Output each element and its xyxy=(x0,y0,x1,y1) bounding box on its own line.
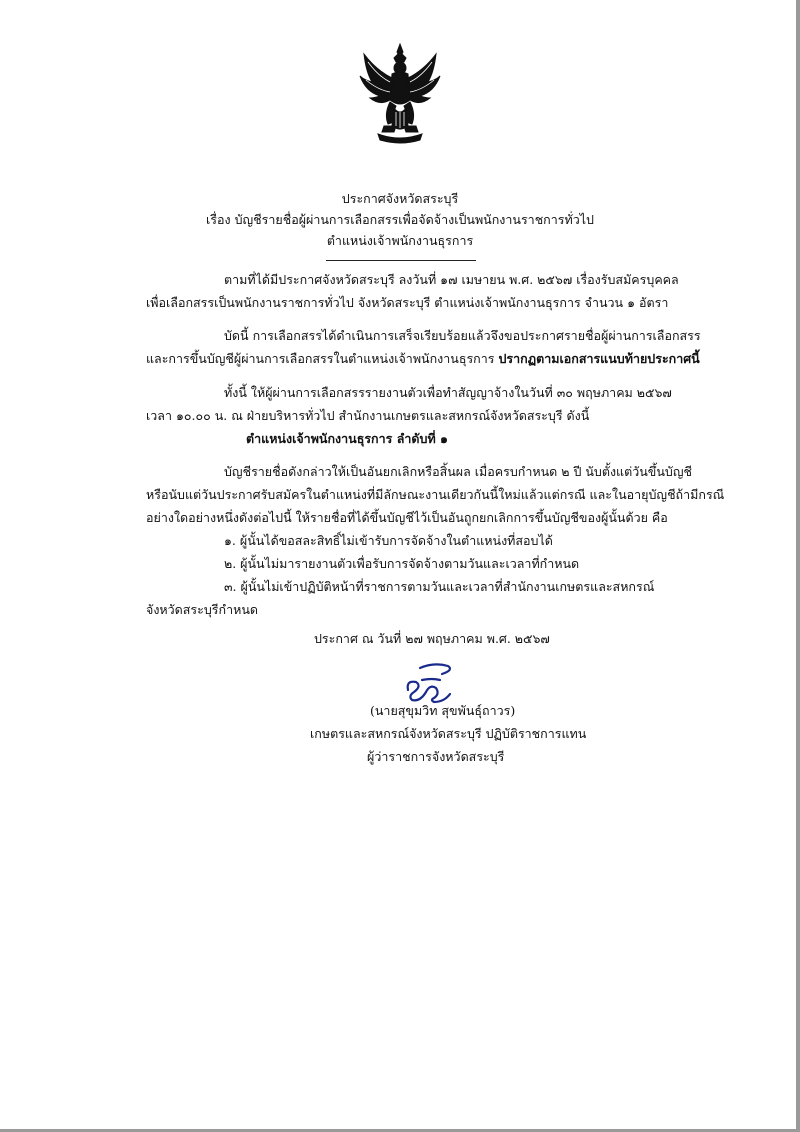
heading-divider xyxy=(326,260,476,261)
announcement-date: ประกาศ ณ วันที่ ๒๗ พฤษภาคม พ.ศ. ๒๕๖๗ xyxy=(314,631,550,646)
paragraph-3-line-1: ทั้งนี้ ให้ผู้ผ่านการเลือกสรรรายงานตัวเพื่อทำสัญญาจ้างในวันที่ ๓๐ พฤษภาคม ๒๕๖๗ xyxy=(224,385,672,400)
paragraph-1-line-2: เพื่อเลือกสรรเป็นพนักงานราชการทั่วไป จังหวัดสระบุรี ตำแหน่งเจ้าพนักงานธุรการ จำนวน ๑ อัตรา xyxy=(146,295,669,310)
paragraph-2-text: และการขึ้นบัญชีผู้ผ่านการเลือกสรรในตำแหน่งเจ้าพนักงานธุรการ xyxy=(146,351,499,366)
paragraph-4-line-3: อย่างใดอย่างหนึ่งดังต่อไปนี้ ให้รายชื่อที่ได้ขึ้นบัญชีไว้เป็นอันถูกยกเลิกการขึ้นบัญชีของผู้นั้นด้วย คือ xyxy=(146,510,668,525)
signer-role: ผู้ว่าราชการจังหวัดสระบุรี xyxy=(367,749,505,764)
paragraph-1-line-1: ตามที่ได้มีประกาศจังหวัดสระบุรี ลงวันที่ ๑๗ เมษายน พ.ศ. ๒๕๖๗ เรื่องรับสมัครบุคคล xyxy=(224,272,679,287)
garuda-emblem-icon xyxy=(358,42,442,146)
signer-name: (นายสุขุมวิท สุขพันธุ์ถาวร) xyxy=(370,703,516,718)
paragraph-2-emphasis: ปรากฏตามเอกสารแนบท้ายประกาศนี้ xyxy=(498,351,700,366)
paragraph-2-line-1: บัดนี้ การเลือกสรรได้ดำเนินการเสร็จเรียบร้อยแล้วจึงขอประกาศรายชื่อผู้ผ่านการเลือกสรร xyxy=(224,328,701,343)
position-rank: ตำแหน่งเจ้าพนักงานธุรการ ลำดับที่ ๑ xyxy=(246,431,448,446)
handwritten-signature-icon xyxy=(400,660,466,704)
condition-item-2: ๒. ผู้นั้นไม่มารายงานตัวเพื่อรับการจัดจ้างตามวันและเวลาที่กำหนด xyxy=(224,556,580,571)
condition-item-3-line-2: จังหวัดสระบุรีกำหนด xyxy=(146,602,258,617)
announcement-title: ประกาศจังหวัดสระบุรี xyxy=(341,191,459,206)
condition-item-1: ๑. ผู้นั้นได้ขอสละสิทธิ์ไม่เข้ารับการจัดจ้างในตำแหน่งที่สอบได้ xyxy=(224,533,553,548)
paragraph-3-line-2: เวลา ๑๐.๐๐ น. ณ ฝ่ายบริหารทั่วไป สำนักงานเกษตรและสหกรณ์จังหวัดสระบุรี ดังนี้ xyxy=(146,408,590,423)
paragraph-4-line-2: หรือนับแต่วันประกาศรับสมัครในตำแหน่งที่มีลักษณะงานเดียวกันนี้ใหม่แล้วแต่กรณี และในอายุบัญชีถ้ามีกรณี xyxy=(146,487,725,502)
scan-edge-right xyxy=(796,0,800,1132)
announcement-subject: เรื่อง บัญชีรายชื่อผู้ผ่านการเลือกสรรเพื่อจัดจ้างเป็นพนักงานราชการทั่วไป xyxy=(206,212,594,227)
paragraph-2-line-2 xyxy=(146,350,700,368)
announcement-position: ตำแหน่งเจ้าพนักงานธุรการ xyxy=(326,233,474,248)
signer-title: เกษตรและสหกรณ์จังหวัดสระบุรี ปฏิบัติราชการแทน xyxy=(310,726,587,741)
condition-item-3-line-1: ๓. ผู้นั้นไม่เข้าปฏิบัติหน้าที่ราชการตามวันและเวลาที่สำนักงานเกษตรและสหกรณ์ xyxy=(224,579,655,594)
paragraph-4-line-1: บัญชีรายชื่อดังกล่าวให้เป็นอันยกเลิกหรือสิ้นผล เมื่อครบกำหนด ๒ ปี นับตั้งแต่วันขึ้นบัญชี xyxy=(224,464,692,479)
